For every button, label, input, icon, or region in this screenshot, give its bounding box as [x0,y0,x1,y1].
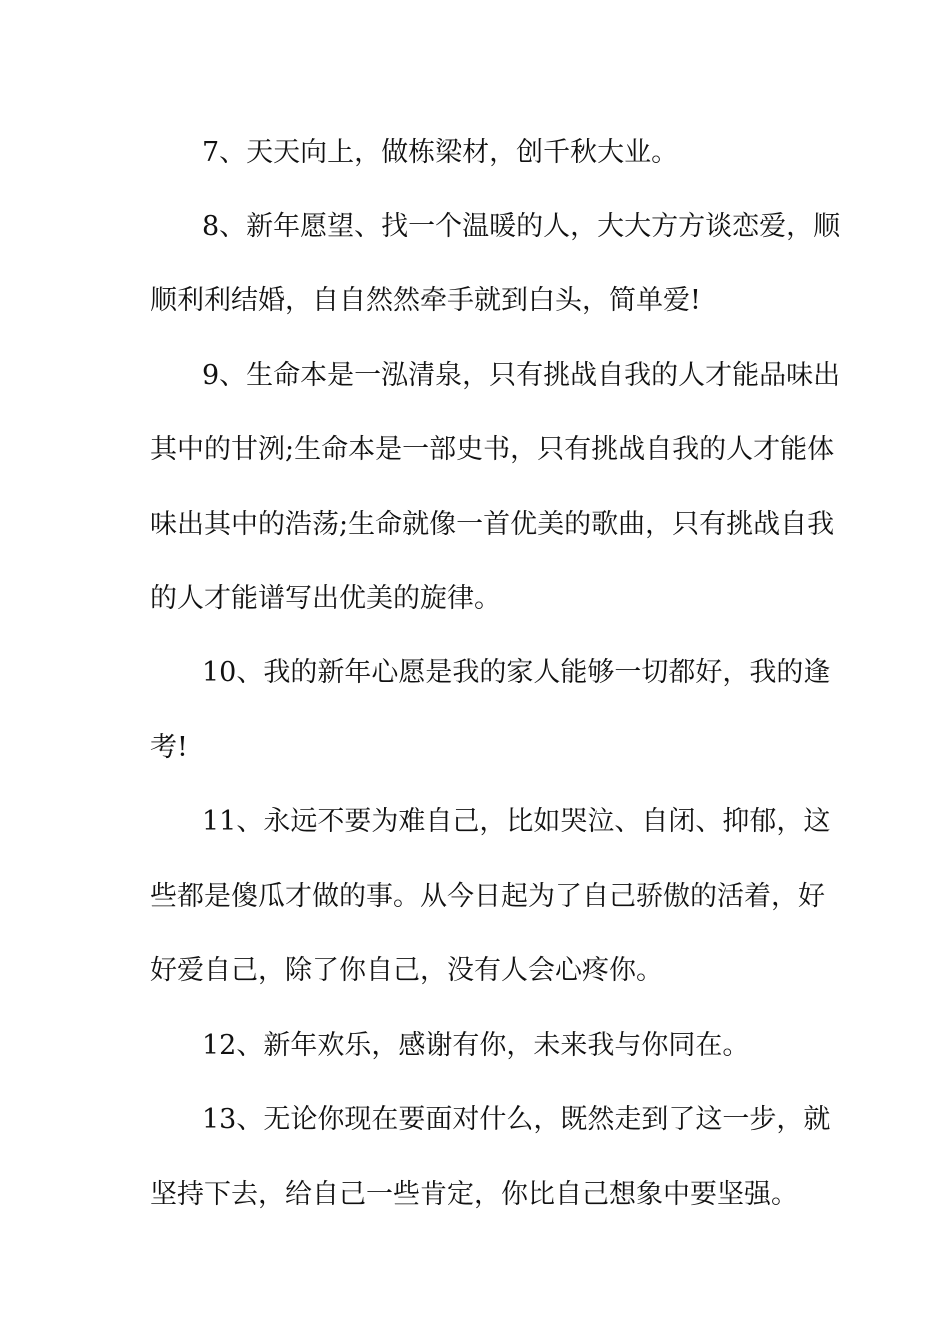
item-7-line-1: 7、天天向上，做栋梁材，创千秋大业。 [202,137,679,168]
item-11-line-3: 好爱自己，除了你自己，没有人会心疼你。 [150,955,663,986]
item-8-line-2: 顺利利结婚，自自然然牵手就到白头，简单爱! [150,285,701,316]
item-9-line-2: 其中的甘洌;生命本是一部史书，只有挑战自我的人才能体 [150,434,835,465]
item-10-line-1: 10、我的新年心愿是我的家人能够一切都好，我的逢 [202,657,831,688]
item-11-line-1: 11、永远不要为难自己，比如哭泣、自闭、抑郁，这 [202,806,831,837]
item-8-line-1: 8、新年愿望、找一个温暖的人，大大方方谈恋爱，顺 [202,211,841,242]
item-11-line-2: 些都是傻瓜才做的事。从今日起为了自己骄傲的活着，好 [150,881,825,912]
item-13-line-2: 坚持下去，给自己一些肯定，你比自己想象中要坚强。 [150,1179,798,1210]
item-13-line-1: 13、无论你现在要面对什么，既然走到了这一步，就 [202,1104,831,1135]
item-9-line-1: 9、生命本是一泓清泉，只有挑战自我的人才能品味出 [202,360,841,391]
item-10-line-2: 考! [150,732,188,763]
item-12-line-1: 12、新年欢乐，感谢有你，未来我与你同在。 [202,1030,750,1061]
item-9-line-4: 的人才能谱写出优美的旋律。 [150,583,501,614]
item-9-line-3: 味出其中的浩荡;生命就像一首优美的歌曲，只有挑战自我 [150,509,835,540]
